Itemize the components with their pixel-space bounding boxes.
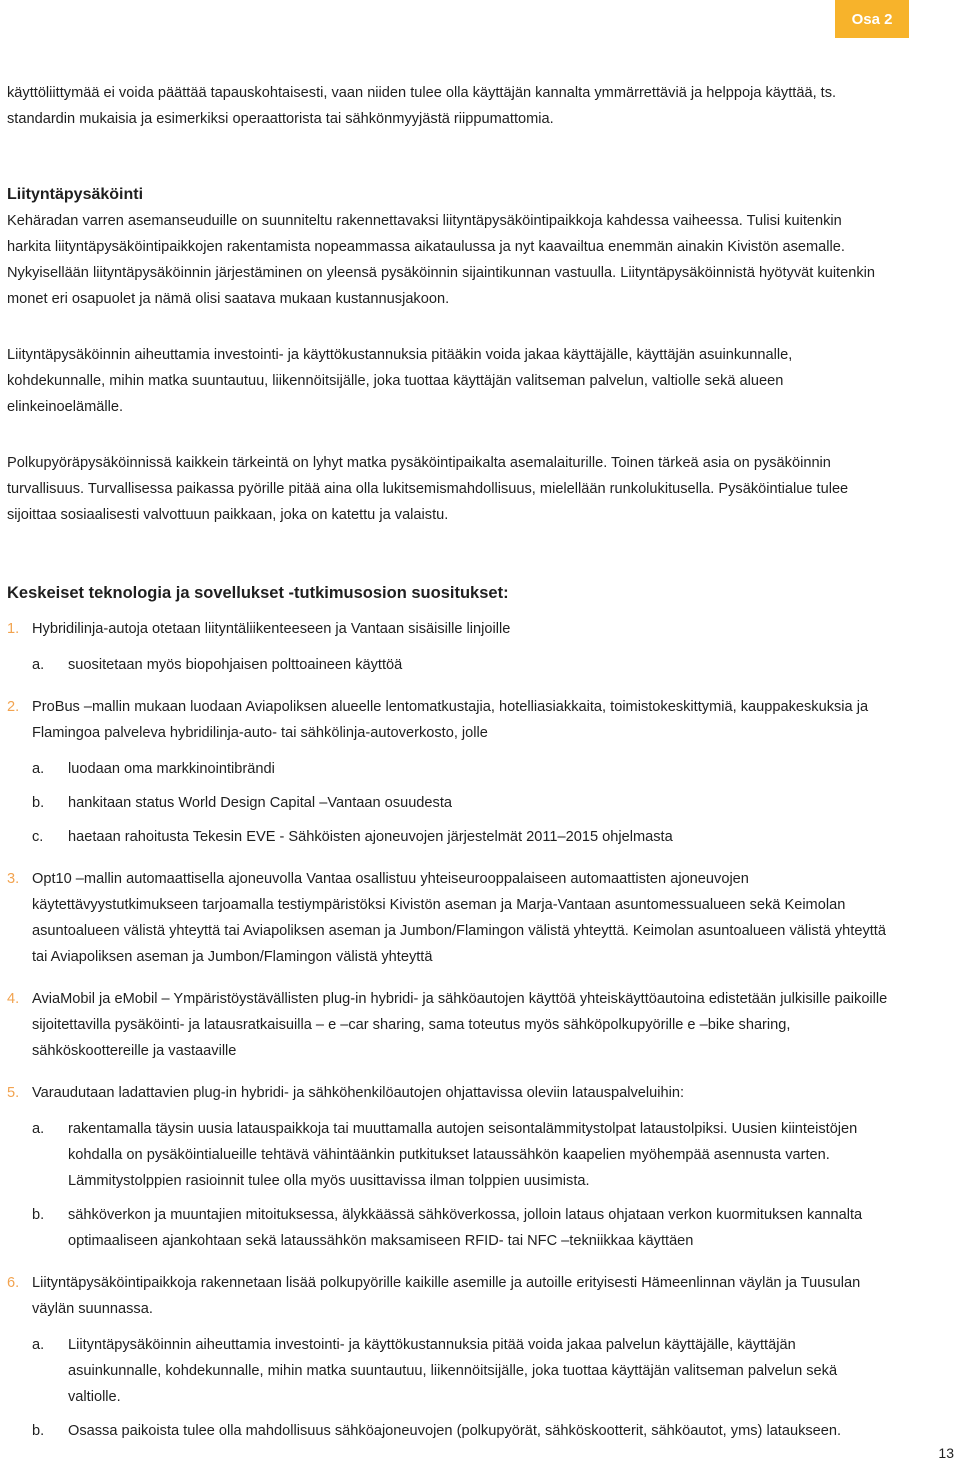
recommendation-text: Hybridilinja-autoja otetaan liityntäliikenteeseen ja Vantaan sisäisille linjoille — [32, 621, 511, 637]
parking-paragraph-3: Polkupyöräpysäköinnissä kaikkein tärkeintä on lyhyt matka pysäköintipaikalta asemalaiturille. Toinen tärkeä asia on pysäköinnin turvallisuus. Turvallisessa paikassa pyörille pitää aina olla lukitsemismahdollisuus, mielellään runkolukitusella. Pysäköintialue tulee sijoittaa sosiaalisesti valvottuun paikkaan, joka on katettu ja valaistu. — [7, 455, 849, 523]
recommendation-number: 2. — [7, 699, 20, 715]
subitem-text: Osassa paikoista tulee olla mahdollisuus sähköajoneuvojen (polkupyörät, sähköskootterit, sähköautot, yms) lataukseen. — [68, 1423, 842, 1439]
recommendation-subitem — [7, 790, 888, 816]
recommendation-text: Opt10 –mallin automaattisella ajoneuvolla Vantaa osallistuu yhteiseurooppalaiseen automaattisten ajoneuvojen käytettävyystutkimukseen tarjoamalla testiympäristöksi Kivistön aseman ja Marja-Vantaan asuntomessualueen sekä Keimolan asuntoalueen välistä yhteyttä tai Aviapoliksen aseman ja Jumbon/Flamingon välistä yhteyttä. Keimolan asuntoalueen välistä yhteyttä tai Aviapoliksen aseman ja Jumbon/Flamingon välistä yhteyttä — [32, 871, 886, 965]
recommendation-text: ProBus –mallin mukaan luodaan Aviapoliksen alueelle lentomatkustajia, hotelliasiakkaita, toimistokeskittymiä, kauppakeskuksia ja Flamingoa palveleva hybridilinja-auto- tai sähkölinja-autoverkosto, jolle — [32, 699, 869, 741]
parking-paragraph-2: Liityntäpysäköinnin aiheuttamia investointi- ja käyttökustannuksia pitääkin voida jakaa käyttäjälle, käyttäjän asuinkunnalle, kohdekunnalle, mihin matka suuntautuu, liikennöitsijälle, joka tuottaa käyttäjän valitseman palvelun, valtiolle sekä alueen elinkeinoelämälle. — [7, 347, 793, 415]
parking-paragraph-1: Kehäradan varren asemanseuduille on suunniteltu rakennettavaksi liityntäpysäköintipaikkoja kahdessa vaiheessa. Tulisi kuitenkin harkita liityntäpysäköintipaikkojen rakentamista nopeammassa aikataulussa ja nyt kaavailtua enemmän ainakin Kivistön asemalle. Nykyisellään liityntäpysäköinnin järjestäminen on yleensä pysäköinnin sijaintikunnan vastuulla. Liityntäpysäköinnistä hyötyvät kuitenkin monet eri osapuolet ja nämä olisi saatava mukaan kustannusjakoon. — [7, 213, 876, 307]
recommendation-number: 3. — [7, 871, 20, 887]
section-badge: Osa 2 — [835, 0, 909, 38]
recommendations-list — [7, 616, 888, 1444]
recommendation-number: 4. — [7, 991, 20, 1007]
subitem-letter: a. — [32, 657, 45, 673]
subitem-text: haetaan rahoitusta Tekesin EVE - Sähköisten ajoneuvojen järjestelmät 2011–2015 ohjelmasta — [68, 829, 673, 845]
page-number: 13 — [938, 1445, 954, 1461]
page-content — [7, 80, 888, 1444]
subitem-letter: a. — [32, 761, 45, 777]
recommendation-item — [7, 1270, 888, 1322]
recommendation-text: AviaMobil ja eMobil – Ympäristöystävällisten plug-in hybridi- ja sähköautojen käyttöä yhteiskäyttöautoina edistetään julkisille paikoille sijoitettavilla pysäköinti- ja latausratkaisuilla – e –car sharing, sama toteutus myös sähköpolkupyörille e –bike sharing, sähköskoottereille ja vastaaville — [32, 991, 888, 1059]
subitem-letter: b. — [32, 1207, 45, 1223]
recommendation-subitem — [7, 1202, 888, 1254]
subitem-letter: b. — [32, 795, 45, 811]
recommendation-number: 6. — [7, 1275, 20, 1291]
recommendation-subitem — [7, 1332, 888, 1410]
recommendation-item — [7, 866, 888, 970]
subitem-letter: a. — [32, 1337, 45, 1353]
recommendation-number: 1. — [7, 621, 20, 637]
subitem-text: sähköverkon ja muuntajien mitoituksessa, älykkäässä sähköverkossa, jolloin lataus ohjataan verkon kuormituksen kannalta optimaaliseen ajankohtaan sekä lataussähkön maksamiseen RFID- tai NFC –tekniikkaa käyttäen — [68, 1207, 863, 1249]
subitem-text: suositetaan myös biopohjaisen polttoaineen käyttöä — [68, 657, 403, 673]
intro-paragraph: käyttöliittymää ei voida päättää tapauskohtaisesti, vaan niiden tulee olla käyttäjän kannalta ymmärrettäviä ja helppoja käyttää, ts. standardin mukaisia ja esimerkiksi operaattorista tai sähkönmyyjästä riippumattomia. — [7, 85, 837, 127]
recommendation-subitem — [7, 1116, 888, 1194]
recommendation-item — [7, 694, 888, 746]
recommendation-item — [7, 616, 888, 642]
parking-heading: Liityntäpysäköinti — [7, 186, 144, 203]
recommendation-text: Varaudutaan ladattavien plug-in hybridi- ja sähköhenkilöautojen ohjattavissa oleviin latauspalveluihin: — [32, 1085, 685, 1101]
recommendation-subitem — [7, 652, 888, 678]
recommendation-subitem — [7, 824, 888, 850]
subitem-text: Liityntäpysäköinnin aiheuttamia investointi- ja käyttökustannuksia pitää voida jakaa palvelun käyttäjälle, käyttäjän asuinkunnalle, kohdekunnalle, mihin matka suuntautuu, liikennöitsijälle, joka tuottaa käyttäjän valitseman palvelun sekä valtiolle. — [68, 1337, 838, 1405]
recommendation-text: Liityntäpysäköintipaikkoja rakennetaan lisää polkupyörille kaikille asemille ja autoille erityisesti Hämeenlinnan väylän ja Tuusulan väylän suunnassa. — [32, 1275, 861, 1317]
recommendation-subitem — [7, 756, 888, 782]
subitem-text: rakentamalla täysin uusia latauspaikkoja tai muuttamalla autojen seisontalämmitystolpat lataustolpiksi. Uusien kiinteistöjen kohdalla on pysäköintialueille tehtävä vähintäänkin putkitukset lataussähkön kaapelien myöhempää asennusta varten. Lämmitystolppien rasioinnit tulee olla myös uusittavissa ilman tolppien uusimista. — [68, 1121, 858, 1189]
recommendations-heading: Keskeiset teknologia ja sovellukset -tutkimusosion suositukset: — [7, 584, 509, 602]
recommendation-item — [7, 986, 888, 1064]
subitem-letter: c. — [32, 829, 44, 845]
recommendation-item — [7, 1080, 888, 1106]
subitem-text: luodaan oma markkinointibrändi — [68, 761, 275, 777]
subitem-letter: b. — [32, 1423, 45, 1439]
subitem-text: hankitaan status World Design Capital –Vantaan osuudesta — [68, 795, 453, 811]
recommendation-number: 5. — [7, 1085, 20, 1101]
subitem-letter: a. — [32, 1121, 45, 1137]
recommendation-subitem — [7, 1418, 888, 1444]
